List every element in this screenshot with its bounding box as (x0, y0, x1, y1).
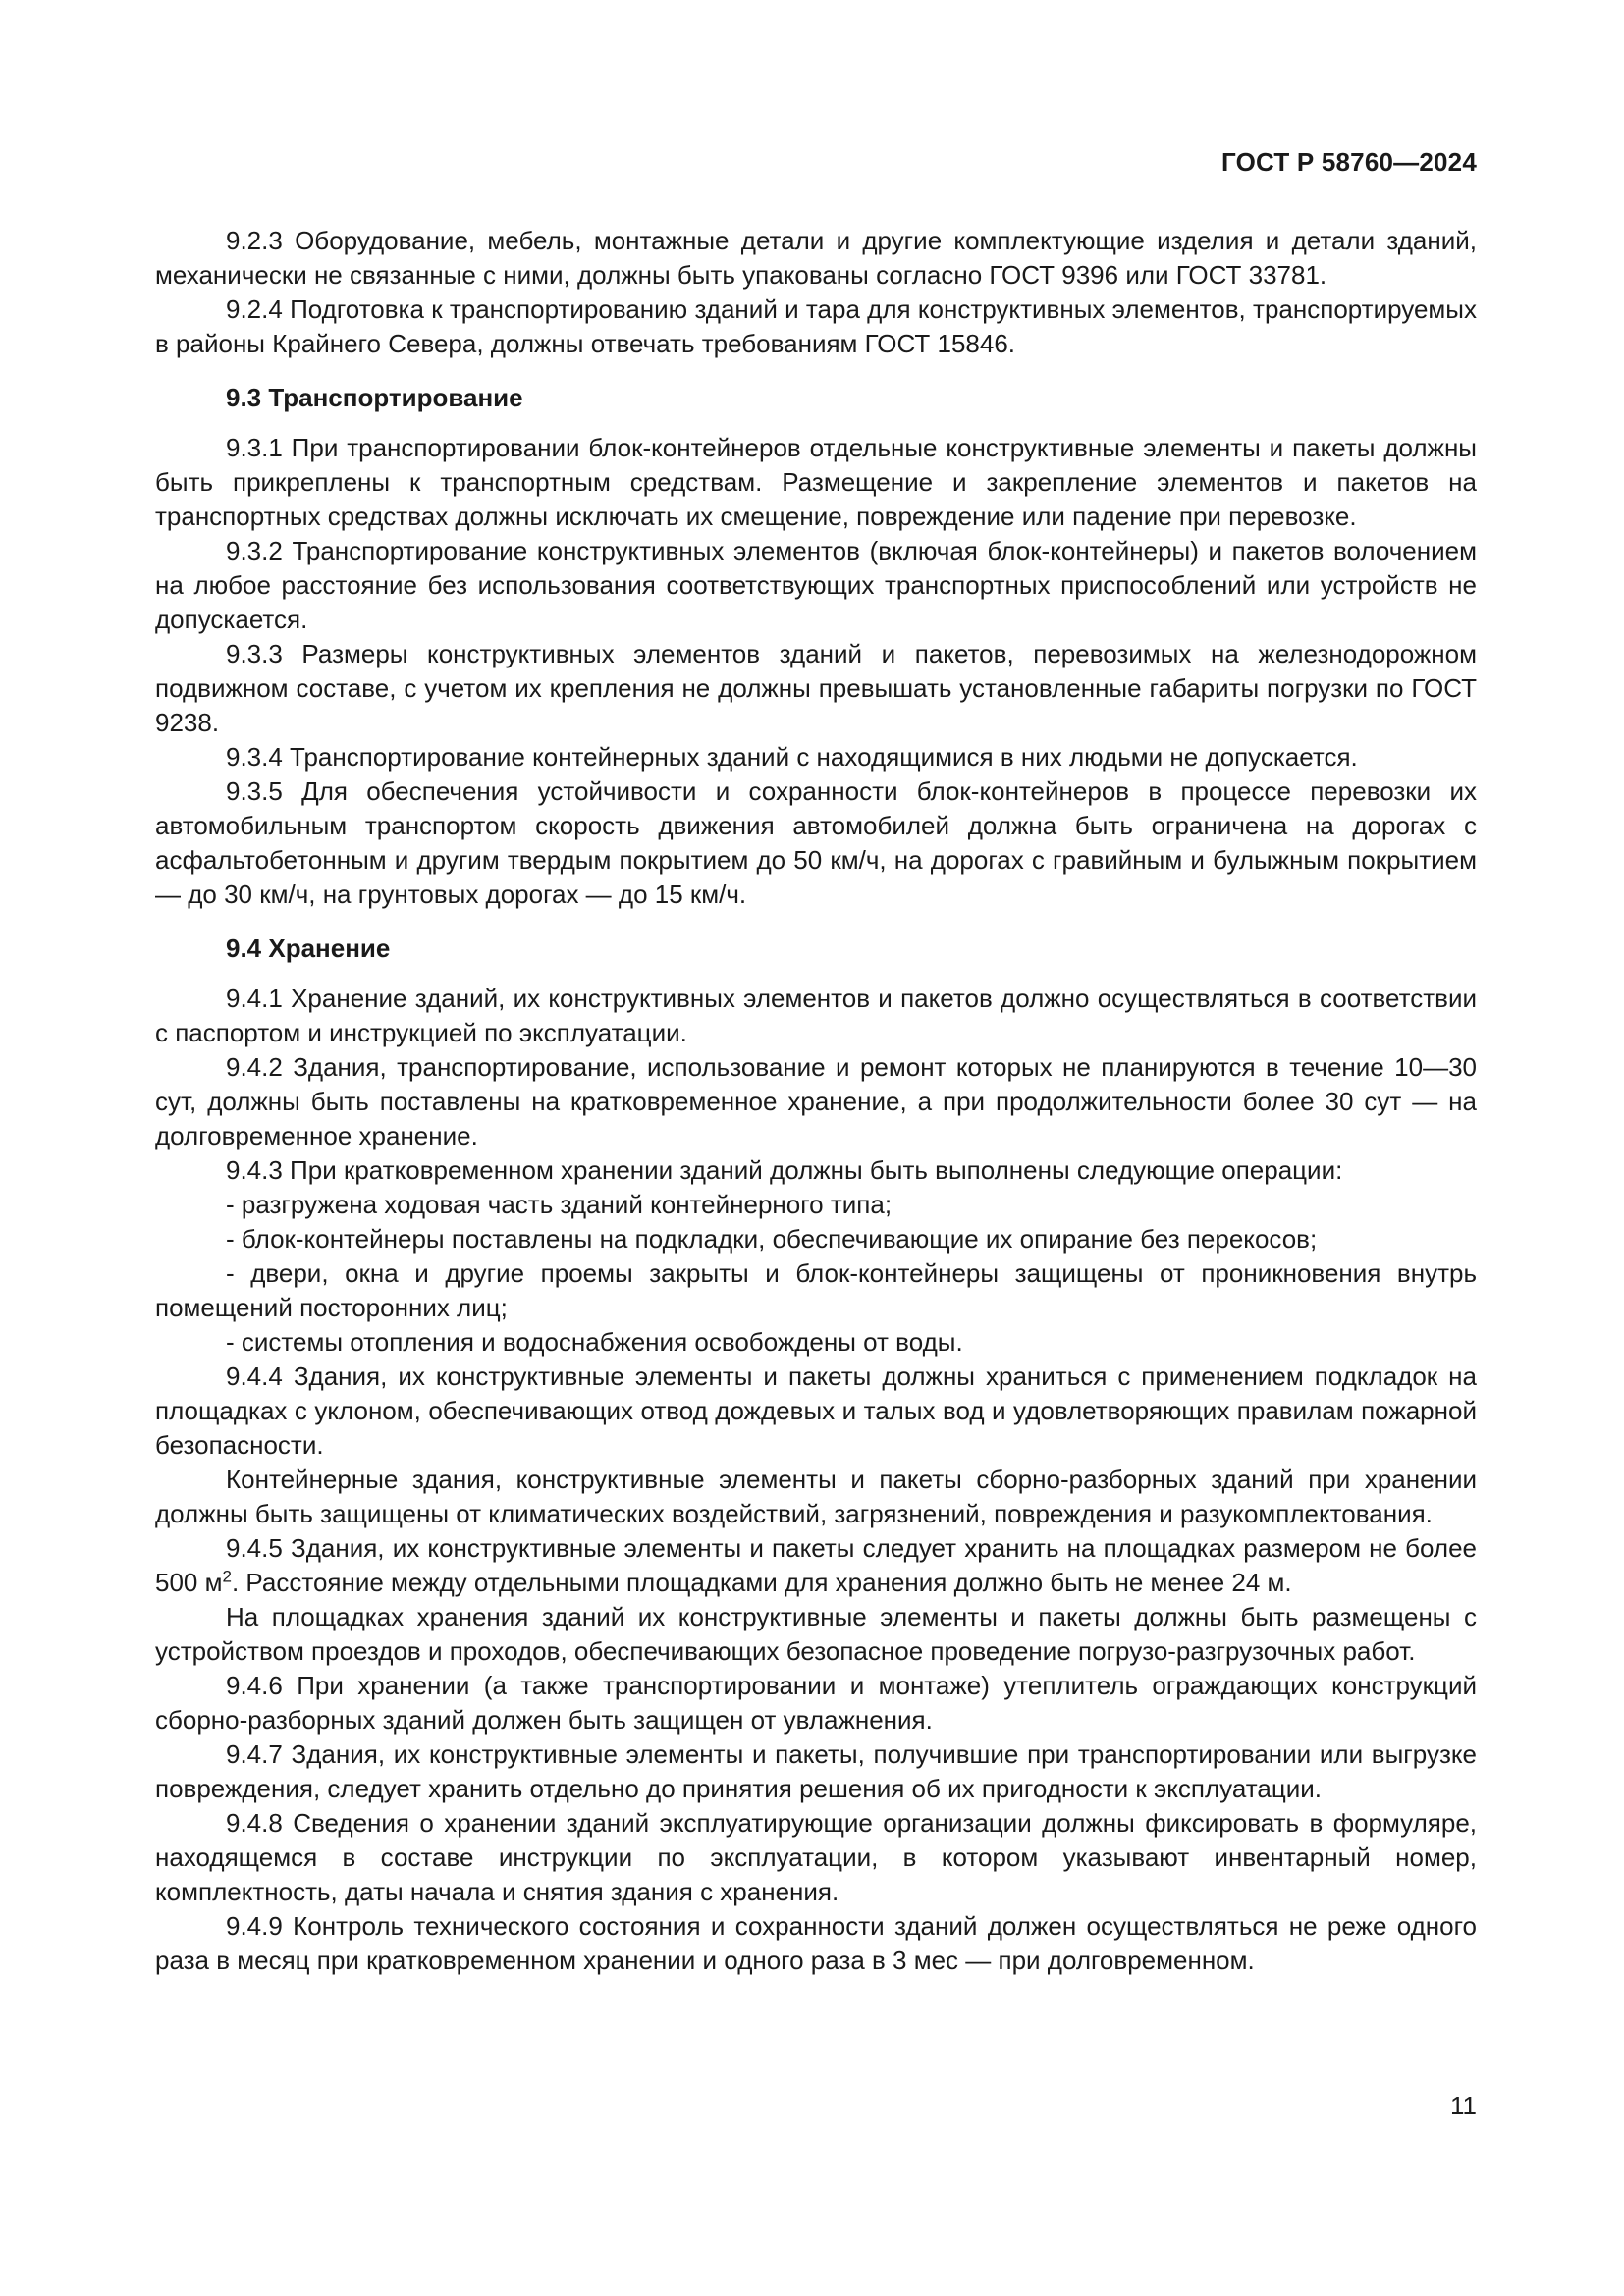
document-body (155, 224, 1477, 1978)
paragraph-9-4-8: 9.4.8 Сведения о хранении зданий эксплуатирующие организации должны фиксировать в формуляре, находящемся в составе инструкции по эксплуатации, в котором указывают инвентарный номер, комплектность, даты начала и снятия здания с хранения. (155, 1808, 1477, 1906)
list-item-unload-chassis: - разгружена ходовая часть зданий контейнерного типа; (226, 1190, 893, 1219)
paragraph-9-4-7: 9.4.7 Здания, их конструктивные элементы и пакеты, получившие при транспортировании или выгрузке повреждения, следует хранить отдельно до принятия решения об их пригодности к эксплуатации. (155, 1739, 1477, 1803)
paragraph-9-3-3: 9.3.3 Размеры конструктивных элементов зданий и пакетов, перевозимых на железнодорожном подвижном составе, с учетом их крепления не должны превышать установленные габариты погрузки по ГОСТ 9238. (155, 639, 1477, 737)
paragraph-9-4-5-text-end: . Расстояние между отдельными площадками для хранения должно быть не менее 24 м. (231, 1568, 1292, 1597)
section-heading-9-4: 9.4 Хранение (226, 934, 391, 963)
paragraph-9-3-4: 9.3.4 Транспортирование контейнерных зданий с находящимися в них людьми не допускается. (226, 742, 1358, 772)
paragraph-9-2-3: 9.2.3 Оборудование, мебель, монтажные детали и другие комплектующие изделия и детали зданий, механически не связанные с ними, должны быть упакованы согласно ГОСТ 9396 или ГОСТ 33781. (155, 226, 1477, 290)
paragraph-9-4-1: 9.4.1 Хранение зданий, их конструктивных элементов и пакетов должно осуществляться в соответствии с паспортом и инструкцией по эксплуатации. (155, 984, 1477, 1047)
paragraph-9-3-1: 9.3.1 При транспортировании блок-контейнеров отдельные конструктивные элементы и пакеты должны быть прикреплены к транспортным средствам. Размещение и закрепление элементов и пакетов на транспортных средствах должны исключать их смещение, повреждение или падение при перевозке. (155, 433, 1477, 531)
paragraph-9-4-9: 9.4.9 Контроль технического состояния и сохранности зданий должен осуществляться не реже одного раза в месяц при кратковременном хранении и одного раза в 3 мес — при долговременном. (155, 1911, 1477, 1975)
superscript-2: 2 (222, 1567, 232, 1586)
paragraph-9-4-5-continued: На площадках хранения зданий их конструктивные элементы и пакеты должны быть размещены с устройством проездов и проходов, обеспечивающих безопасное проведение погрузо-разгрузочных работ. (155, 1602, 1477, 1666)
paragraph-9-4-6: 9.4.6 При хранении (а также транспортировании и монтаже) утеплитель ограждающих конструкций сборно-разборных зданий должен быть защищен от увлажнения. (155, 1671, 1477, 1735)
paragraph-9-4-2: 9.4.2 Здания, транспортирование, использование и ремонт которых не планируются в течение 10—30 сут, должны быть поставлены на кратковременное хранение, а при продолжительности более 30 сут — на долговременное хранение. (155, 1052, 1477, 1150)
list-item-doors-closed: - двери, окна и другие проемы закрыты и блок-контейнеры защищены от проникновения внутрь помещений посторонних лиц; (155, 1258, 1477, 1322)
list-item-drain-systems: - системы отопления и водоснабжения освобождены от воды. (226, 1327, 963, 1357)
paragraph-9-4-5 (155, 1531, 1477, 1600)
paragraph-9-4-3: 9.4.3 При кратковременном хранении зданий должны быть выполнены следующие операции: (226, 1155, 1343, 1185)
document-standard-id: ГОСТ Р 58760—2024 (1221, 147, 1477, 177)
paragraph-9-4-5-text: 9.4.5 Здания, их конструктивные элементы и пакеты следует хранить на площадках размером не более 500 м (155, 1533, 1477, 1597)
paragraph-9-4-4-continued: Контейнерные здания, конструктивные элементы и пакеты сборно-разборных зданий при хранении должны быть защищены от климатических воздействий, загрязнений, повреждения и разукомплектования. (155, 1465, 1477, 1528)
paragraph-9-4-4: 9.4.4 Здания, их конструктивные элементы и пакеты должны храниться с применением подкладок на площадках с уклоном, обеспечивающих отвод дождевых и талых вод и удовлетворяющих правилам пожарной безопасности. (155, 1362, 1477, 1460)
list-item-supports: - блок-контейнеры поставлены на подкладки, обеспечивающие их опирание без перекосов; (226, 1224, 1318, 1254)
section-heading-9-3: 9.3 Транспортирование (226, 383, 523, 412)
paragraph-9-3-2: 9.3.2 Транспортирование конструктивных элементов (включая блок-контейнеры) и пакетов волочением на любое расстояние без использования соответствующих транспортных приспособлений или устройств не допускается. (155, 536, 1477, 634)
paragraph-9-3-5: 9.3.5 Для обеспечения устойчивости и сохранности блок-контейнеров в процессе перевозки их автомобильным транспортом скорость движения автомобилей должна быть ограничена на дорогах с асфальтобетонным и другим твердым покрытием до 50 км/ч, на дорогах с гравийным и булыжным покрытием — до 30 км/ч, на грунтовых дорогах — до 15 км/ч. (155, 776, 1477, 909)
paragraph-9-2-4: 9.2.4 Подготовка к транспортированию зданий и тара для конструктивных элементов, транспортируемых в районы Крайнего Севера, должны отвечать требованиям ГОСТ 15846. (155, 294, 1477, 358)
page-number: 11 (1450, 2091, 1477, 2120)
